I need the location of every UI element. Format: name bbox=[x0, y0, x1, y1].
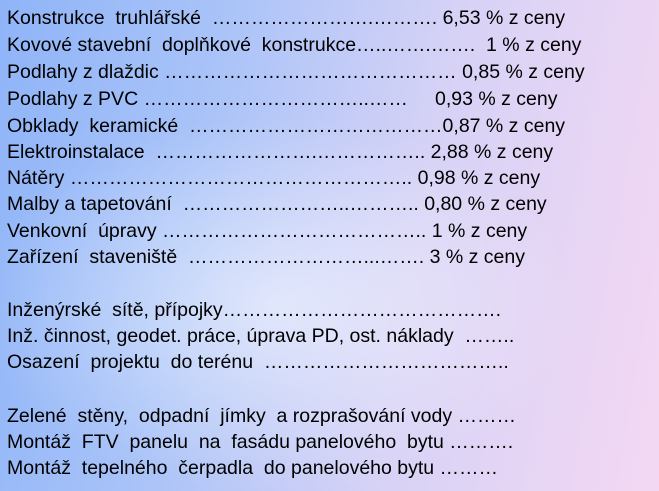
cost-item-line: Podlahy z dlaždic ……………………………………… 0,85 % z ceny bbox=[7, 61, 585, 83]
extra-item-line: Osazení projektu do terénu ……………………………….. bbox=[7, 351, 509, 373]
cost-item-line: Podlahy z PVC ……………………………..…… 0,93 % z ceny bbox=[7, 88, 558, 110]
cost-item-line: Konstrukce truhlářské …………………….………. 6,53 % z ceny bbox=[7, 7, 566, 29]
cost-item-line: Malby a tapetování ……………………..……….. 0,80 % z ceny bbox=[7, 193, 547, 215]
cost-item-line: Zařízení staveniště ………………………...……. 3 % z ceny bbox=[7, 246, 525, 268]
cost-item-line: Kovové stavební doplňkové konstrukce…..…….……. 1 % z ceny bbox=[7, 34, 582, 56]
cost-item-line: Nátěry …………………………………………….. 0,98 % z ceny bbox=[7, 167, 541, 189]
extra-item-line: Zelené stěny, odpadní jímky a rozprašování vody ……… bbox=[7, 405, 517, 427]
cost-item-line: Elektroinstalace …………………….…………….. 2,88 % z ceny bbox=[7, 141, 554, 163]
cost-item-line: Venkovní úpravy ………………………………….. 1 % z ceny bbox=[7, 220, 528, 242]
extra-item-line: Montáž tepelného čerpadla do panelového bytu ……… bbox=[7, 457, 499, 479]
cost-item-line: Obklady keramické …………………………………0,87 % z ceny bbox=[7, 115, 566, 137]
extra-item-line: Inženýrské sítě, přípojky……………………………………. bbox=[7, 299, 502, 321]
extra-item-line: Montáž FTV panelu na fasádu panelového bytu ………. bbox=[7, 431, 514, 453]
extra-item-line: Inž. činnost, geodet. práce, úprava PD, ost. náklady …….. bbox=[7, 325, 515, 347]
